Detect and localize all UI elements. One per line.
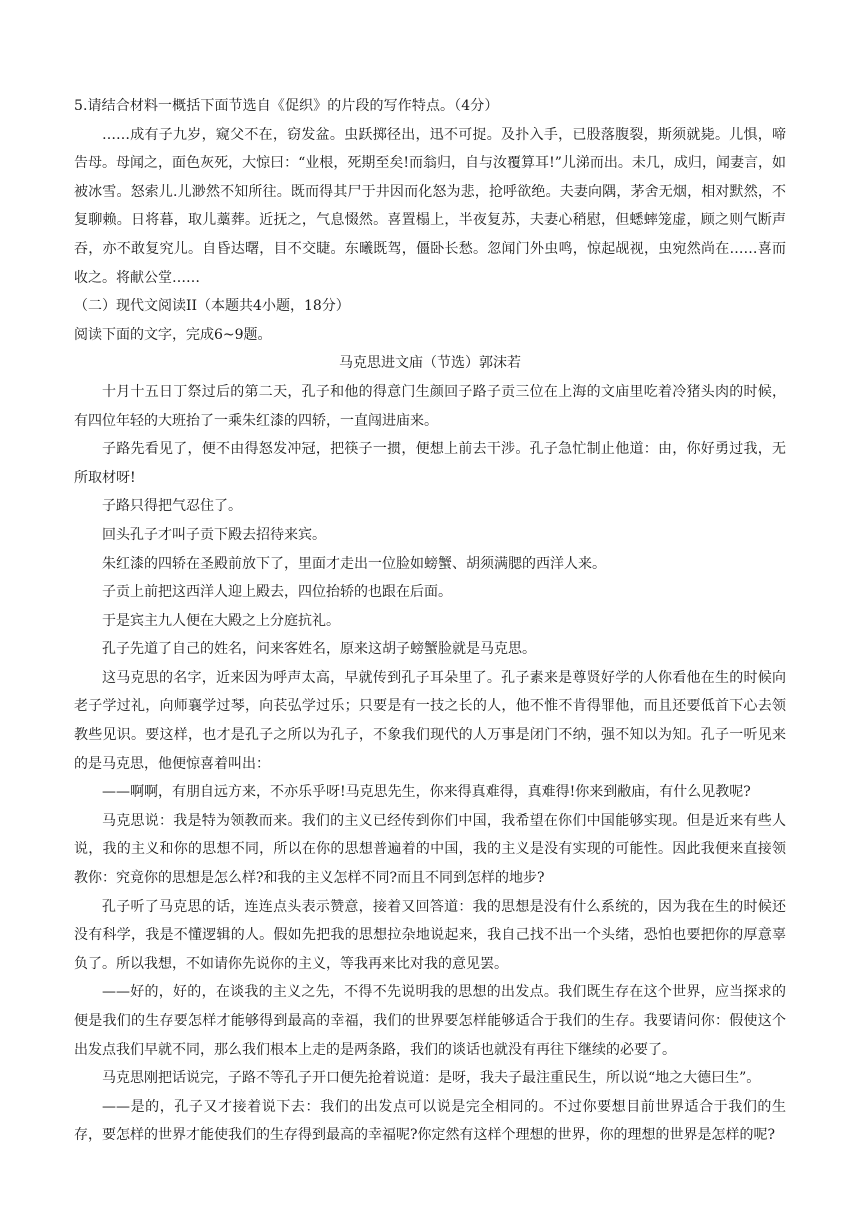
article-paragraph: 十月十五日丁祭过后的第二天，孔子和他的得意门生颜回子路子贡三位在上海的文庙里吃着冷猪头肉的时候，有四位年轻的大班抬了一乘朱红漆的四轿，一直闯进庙来。	[74, 383, 786, 429]
article-paragraph: 这马克思的名字，近来因为呼声太高，早就传到孔子耳朵里了。孔子素来是尊贤好学的人你看他在生的时候向老子学过礼，向师襄学过琴，向苌弘学过乐；只要是有一技之长的人，他不惟不肯得罪他，而且还要低首下心去领教些见识。要这样，也才是孔子之所以为孔子，不象我们现代的人万事是闭门不纳，强不知以为知。孔子一听见来的是马克思，他便惊喜着叫出：	[74, 669, 786, 772]
article-paragraph: 孔子听了马克思的话，连连点头表示赞意，接着又回答道：我的思想是没有什么系统的，因为我在生的时候还没有科学，我是不懂逻辑的人。假如先把我的思想拉杂地说起来，我自己找不出一个头绪，恐怕也要把你的厚意辜负了。所以我想，不如请你先说你的主义，等我再来比对我的意见罢。	[74, 898, 786, 972]
article-title: 马克思进文庙（节选）郭沫若	[339, 355, 521, 372]
question-5-excerpt: ……成有子九岁，窥父不在，窃发盆。虫跃掷径出，迅不可捉。及扑入手，已股落腹裂，斯须就毙。儿惧，啼告母。母闻之，面色灰死，大惊曰：“业根，死期至矣!而翁归，自与汝覆算耳!”儿涕而出。未几，成归，闻妻言，如被冰雪。怒索儿.儿渺然不知所往。既而得其尸于井因而化怒为悲，抢呼欲绝。夫妻向隅，茅舍无烟，相对默然，不复聊赖。日将暮，取儿藁葬。近抚之，气息惙然。喜置榻上，半夜复苏，夫妻心稍慰，但蟋蟀笼虚，顾之则气断声吞，亦不敢复究儿。自昏达曙，目不交睫。东曦既驾，僵卧长愁。忽闻门外虫鸣，惊起觇视，虫宛然尚在……喜而收之。将献公堂……	[74, 126, 786, 286]
article-paragraph: 回头孔子才叫子贡下殿去招待来宾。	[102, 526, 326, 543]
article-paragraph: 马克思说：我是特为领教而来。我们的主义已经传到你们中国，我希望在你们中国能够实现。但是近来有些人说，我的主义和你的思想不同，所以在你的思想普遍着的中国，我的主义是没有实现的可能性。因此我便来直接领教你：究竟你的思想是怎么样?和我的主义怎样不同?而且不同到怎样的地步?	[74, 812, 786, 887]
article-paragraph: ——啊啊，有朋自远方来，不亦乐乎呀!马克思先生，你来得真难得，真难得!你来到敝庙，有什么见教呢?	[102, 784, 751, 801]
article-paragraph: 孔子先道了自己的姓名，问来客姓名，原来这胡子螃蟹脸就是马克思。	[102, 641, 536, 658]
section-heading: （二）现代文阅读II（本题共4小题，18分）	[74, 298, 350, 315]
article-paragraph: 子路先看见了，便不由得怒发冲冠，把筷子一掼，便想上前去干涉。孔子急忙制止他道：由，你好勇过我，无所取材呀!	[74, 441, 786, 486]
article-paragraph: 子贡上前把这西洋人迎上殿去，四位抬轿的也跟在后面。	[102, 584, 452, 601]
article-paragraph: ——是的，孔子又才接着说下去：我们的出发点可以说是完全相同的。不过你要想目前世界适合于我们的生存，要怎样的世界才能使我们的生存得到最高的幸福呢?你定然有这样个理想的世界，你的理想的世界是怎样的呢?	[74, 1098, 786, 1144]
article-paragraph: 子路只得把气忍住了。	[102, 498, 242, 515]
reading-instruction: 阅读下面的文字，完成6~9题。	[74, 326, 272, 343]
article-paragraph: 朱红漆的四轿在圣殿前放下了，里面才走出一位脸如螃蟹、胡须满腮的西洋人来。	[102, 555, 606, 572]
document-body	[74, 92, 786, 1150]
question-5-prompt: 5.请结合材料一概括下面节选自《促织》的片段的写作特点。（4分）	[74, 98, 499, 114]
article-paragraph: 马克思刚把话说完，子路不等孔子开口便先抢着说道：是呀，我夫子最注重民生，所以说“地之大德曰生”。	[102, 1070, 761, 1087]
article-paragraph: 于是宾主九人便在大殿之上分庭抗礼。	[102, 612, 340, 629]
article-paragraph: ——好的，好的，在谈我的主义之先，不得不先说明我的思想的出发点。我们既生存在这个世界，应当探求的便是我们的生存要怎样才能够得到最高的幸福，我们的世界要怎样能够适合于我们的生存。我要请问你：假使这个出发点我们早就不同，那么我们根本上走的是两条路，我们的谈话也就没有再往下继续的必要了。	[74, 984, 786, 1058]
